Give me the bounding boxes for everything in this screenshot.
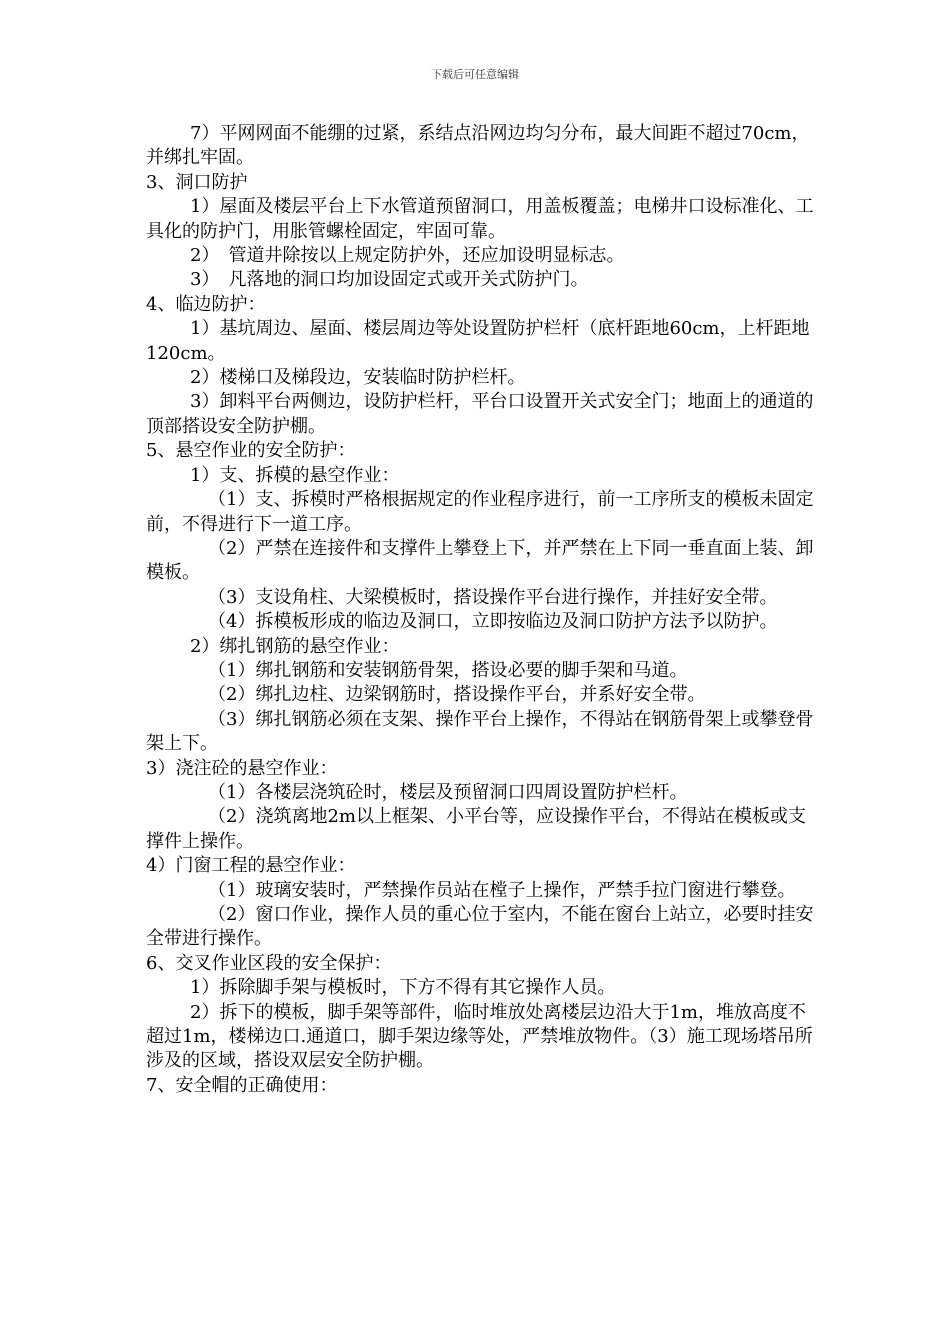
paragraph: 1）基坑周边、屋面、楼层周边等处设置防护栏杆（底杆距地60cm，上杆距地120cm。 [146, 318, 810, 364]
paragraph: （2）浇筑离地2m以上框架、小平台等，应设操作平台，不得站在模板或支撑件上操作。 [146, 806, 806, 852]
paragraph: （2）严禁在连接件和支撑件上攀登上下，并严禁在上下同一垂直面上装、卸模板。 [146, 537, 814, 584]
paragraph: 2）楼梯口及梯段边，安装临时防护栏杆。 [190, 367, 526, 389]
paragraph: 3）卸料平台两侧边，设防护栏杆，平台口设置开关式安全门；地面上的通道的顶部搭设安全防护棚。 [146, 391, 814, 437]
paragraph: 2）绑扎钢筋的悬空作业： [190, 635, 400, 657]
paragraph: 6、交叉作业区段的安全保护： [146, 952, 392, 974]
paragraph: （3）支设角柱、大梁模板时，搭设操作平台进行操作，并挂好安全带。 [208, 586, 778, 608]
paragraph: 3）浇注砼的悬空作业： [146, 757, 338, 779]
paragraph: （1）玻璃安装时，严禁操作员站在樘子上操作，严禁手拉门窗进行攀登。 [208, 879, 796, 901]
paragraph: 5、悬空作业的安全防护： [146, 440, 356, 462]
paragraph: （1）支、拆模时严格根据规定的作业程序进行，前一工序所支的模板未固定前，不得进行下一道工序。 [146, 489, 814, 535]
paragraph: 1）支、拆模的悬空作业： [190, 464, 400, 486]
paragraph: （4）拆模板形成的临边及洞口，立即按临边及洞口防护方法予以防护。 [208, 611, 778, 633]
paragraph: （1）各楼层浇筑砼时，楼层及预留洞口四周设置防护栏杆。 [208, 781, 688, 803]
paragraph: （2）绑扎边柱、边梁钢筋时，搭设操作平台，并系好安全带。 [208, 684, 706, 706]
paragraph: 4、临边防护： [146, 293, 266, 315]
paragraph: （2）窗口作业，操作人员的重心位于室内，不能在窗台上站立，必要时挂安全带进行操作。 [146, 904, 814, 950]
paragraph: 3、洞口防护 [146, 171, 248, 193]
paragraph: 7、安全帽的正确使用： [146, 1074, 338, 1096]
paragraph: （1）绑扎钢筋和安装钢筋骨架，搭设必要的脚手架和马道。 [208, 659, 688, 681]
paragraph: 1）拆除脚手架与模板时，下方不得有其它操作人员。 [190, 977, 616, 999]
paragraph: 2）拆下的模板，脚手架等部件，临时堆放处离楼层边沿大于1m，堆放高度不超过1m，楼梯边口.通道口，脚手架边缘等处，严禁堆放物件。（3）施工现场塔吊所涉及的区域，搭设双层安全防护棚。 [146, 1001, 813, 1072]
page-header: 下载后可任意编辑 [431, 68, 519, 81]
paragraph: 3） 凡落地的洞口均加设固定式或开关式防护门。 [190, 269, 589, 291]
paragraph: （3）绑扎钢筋必须在支架、操作平台上操作，不得站在钢筋骨架上或攀登骨架上下。 [146, 708, 814, 755]
paragraph: 4）门窗工程的悬空作业： [146, 855, 356, 877]
paragraph: 1）屋面及楼层平台上下水管道预留洞口，用盖板覆盖；电梯井口设标准化、工具化的防护门，用胀管螺栓固定，牢固可靠。 [146, 196, 814, 242]
document-body [146, 122, 818, 1098]
paragraph: 7）平网网面不能绷的过紧，系结点沿网边均匀分布，最大间距不超过70cm，并绑扎牢固。 [146, 123, 810, 169]
paragraph: 2） 管道井除按以上规定防护外，还应加设明显标志。 [190, 245, 625, 267]
